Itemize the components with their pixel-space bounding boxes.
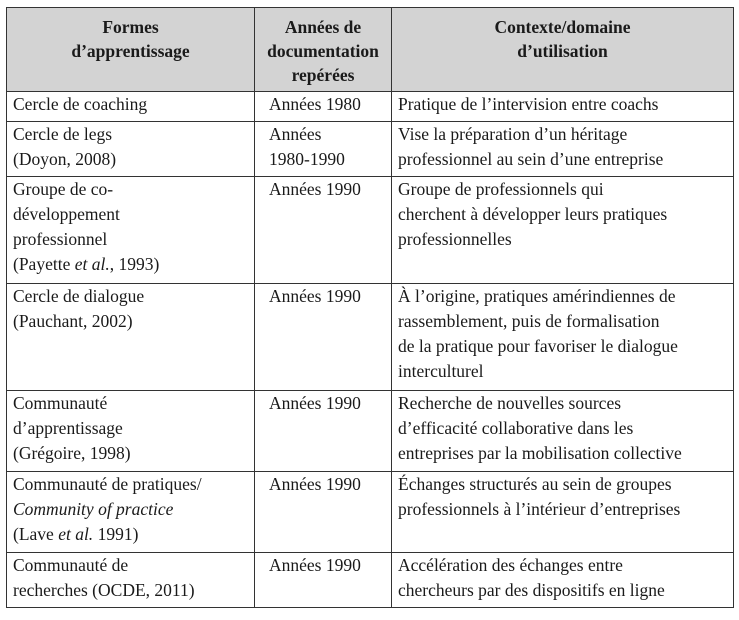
cell-text: Échanges structurés au sein de groupes [398,474,672,494]
header-text: documentation [267,41,379,61]
cell-text: À l’origine, pratiques amérindiennes de [398,286,676,306]
header-text: Formes [102,17,159,37]
cell-text: Recherche de nouvelles sources [398,393,622,413]
cell-annees [255,472,392,553]
cell-annees [255,284,392,391]
header-contexte [392,8,734,92]
cell-annees [255,391,392,472]
cell-annees [255,122,392,177]
header-text: repérées [291,65,355,85]
cell-contexte [392,92,734,122]
cell-text: , 1993) [109,254,160,274]
header-text: d’apprentissage [71,41,190,61]
cell-text: Années 1980 [269,94,361,114]
cell-forme [7,92,255,122]
header-forme [7,8,255,92]
cell-contexte [392,553,734,608]
cell-text-italic: et al. [74,254,110,274]
cell-text: (Doyon, 2008) [13,149,117,169]
cell-text: Communauté de [13,555,129,575]
cell-text: cherchent à développer leurs pratiques [398,204,668,224]
table-row [7,472,734,553]
citation-line [13,522,248,547]
cell-text: 1991) [97,524,139,544]
table-row [7,284,734,391]
cell-text: développement [13,204,120,224]
table-row [7,391,734,472]
cell-text: (Pauchant, 2002) [13,311,133,331]
cell-text: rassemblement, puis de formalisation [398,311,660,331]
cell-contexte [392,284,734,391]
cell-text: Communauté [13,393,108,413]
cell-text: Cercle de coaching [13,94,148,114]
cell-text: Pratique de l’intervision entre coachs [398,94,659,114]
cell-text: entreprises par la mobilisation collective [398,443,682,463]
learning-forms-table [6,7,734,608]
cell-text: professionnels à l’intérieur d’entreprises [398,499,681,519]
header-text: Années de [284,17,362,37]
cell-text: Vise la préparation d’un héritage [398,124,628,144]
cell-text: de la pratique pour favoriser le dialogue [398,336,678,356]
cell-text: (Grégoire, 1998) [13,443,131,463]
cell-forme [7,177,255,284]
cell-text: d’efficacité collaborative dans les [398,418,634,438]
cell-forme [7,553,255,608]
cell-text: (Payette [13,254,71,274]
table-row [7,122,734,177]
cell-annees [255,177,392,284]
cell-text: Groupe de professionnels qui [398,179,604,199]
cell-text: Années [269,124,322,144]
cell-text: (Lave [13,524,54,544]
header-row [7,8,734,92]
cell-contexte [392,122,734,177]
cell-text: d’apprentissage [13,418,123,438]
cell-text: Communauté de pratiques/ [13,474,202,494]
header-text: d’utilisation [517,41,608,61]
header-text: Contexte/domaine [494,17,631,37]
cell-text-italic: et al. [58,524,94,544]
header-annees [255,8,392,92]
cell-forme [7,122,255,177]
cell-contexte [392,177,734,284]
cell-text: Cercle de legs [13,124,113,144]
cell-text: Cercle de dialogue [13,286,145,306]
table-row [7,177,734,284]
cell-forme [7,284,255,391]
table-row [7,553,734,608]
cell-annees [255,553,392,608]
cell-text: Années 1990 [269,286,361,306]
cell-text: Années 1990 [269,179,361,199]
cell-text: interculturel [398,361,484,381]
cell-text: Groupe de co- [13,179,114,199]
cell-contexte [392,472,734,553]
cell-forme [7,391,255,472]
cell-text: Années 1990 [269,474,361,494]
cell-text: Années 1990 [269,393,361,413]
cell-text: professionnel au sein d’une entreprise [398,149,664,169]
citation-line [13,252,248,277]
cell-text: Années 1990 [269,555,361,575]
cell-text: Accélération des échanges entre [398,555,623,575]
cell-text: recherches (OCDE, 2011) [13,580,195,600]
cell-text: professionnelles [398,229,512,249]
cell-text: 1980-1990 [269,149,345,169]
cell-text-italic: Community of practice [13,499,174,519]
cell-annees [255,92,392,122]
cell-text: chercheurs par des dispositifs en ligne [398,580,665,600]
cell-text: professionnel [13,229,108,249]
cell-forme [7,472,255,553]
cell-contexte [392,391,734,472]
table-row [7,92,734,122]
table-container [6,7,733,608]
